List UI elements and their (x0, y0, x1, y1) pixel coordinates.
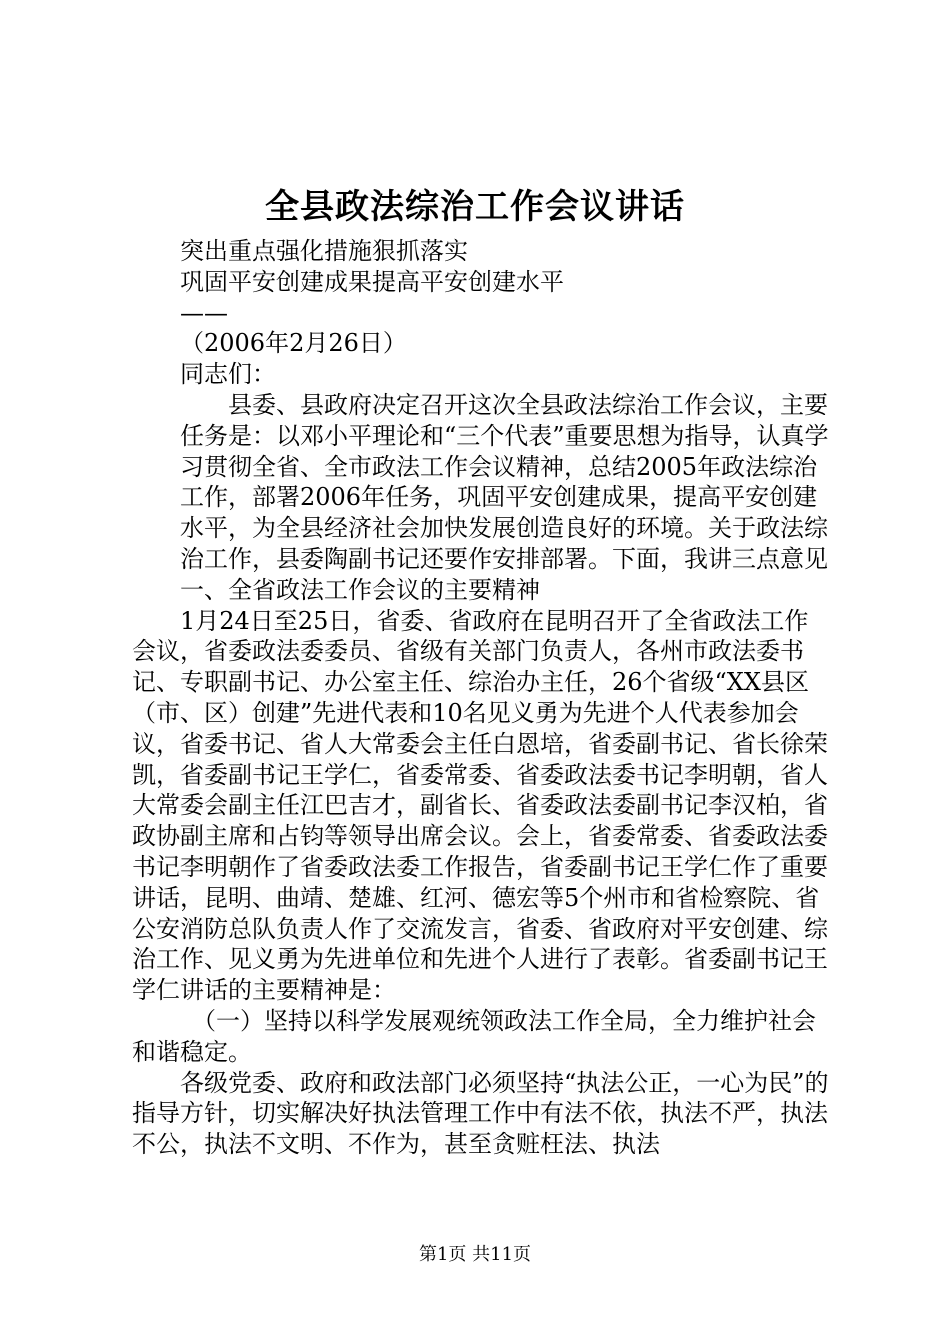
paragraph-guideline: 各级党委、政府和政法部门必须坚持“执法公正，一心为民”的指导方针，切实解决好执法管理工作中有法不依，执法不严，执法不公，执法不文明、不作为，甚至贪赃枉法、执法 (132, 1068, 829, 1159)
subtitle-dash: —— (180, 298, 228, 327)
subsection-heading-1: （一）坚持以科学发展观统领政法工作全局，全力维护社会和谐稳定。 (132, 1006, 816, 1066)
speech-date: （2006年2月26日） (180, 329, 407, 358)
paragraph-intro: 县委、县政府决定召开这次全县政法综治工作会议，主要任务是：以邓小平理论和“三个代表”重要思想为指导，认真学习贯彻全省、全市政法工作会议精神，总结2005年政法综治工作，部署2006年任务，巩固平安创建成果，提高平安创建水平，为全县经济社会加快发展创造良好的环境。关于政法综治工作，县委陶副书记还要作安排部署。下面，我讲三点意见 (180, 390, 829, 573)
document-body (132, 236, 832, 1160)
subtitle-line-1: 突出重点强化措施狠抓落实 (180, 237, 468, 265)
section-heading-1: 一、全省政法工作会议的主要精神 (180, 575, 540, 604)
document-title: 全县政法综治工作会议讲话 (265, 187, 685, 227)
page-number-footer: 第1页 共11页 (418, 1244, 532, 1265)
paragraph-meeting: 1月24日至25日，省委、省政府在昆明召开了全省政法工作会议，省委政法委委员、省级有关部门负责人，各州市政法委书记、专职副书记、办公室主任、综治办主任，26个省级“XX县区（市、区）创建”先进代表和10名见义勇为先进个人代表参加会议，省委书记、省人大常委会主任白恩培，省委副书记、省长徐荣凯，省委副书记王学仁，省委常委、省委政法委书记李明朝，省人大常委会副主任江巴吉才，副省长、省委政法委副书记李汉柏，省政协副主席和占钧等领导出席会议。会上，省委常委、省委政法委书记李明朝作了省委政法委工作报告，省委副书记王学仁作了重要讲话，昆明、曲靖、楚雄、红河、德宏等5个州市和省检察院、省公安消防总队负责人作了交流发言，省委、省政府对平安创建、综治工作、见义勇为先进单位和先进个人进行了表彰。省委副书记王学仁讲话的主要精神是： (132, 606, 828, 1005)
salutation: 同志们： (180, 360, 276, 389)
subtitle-line-2: 巩固平安创建成果提高平安创建水平 (180, 267, 564, 296)
